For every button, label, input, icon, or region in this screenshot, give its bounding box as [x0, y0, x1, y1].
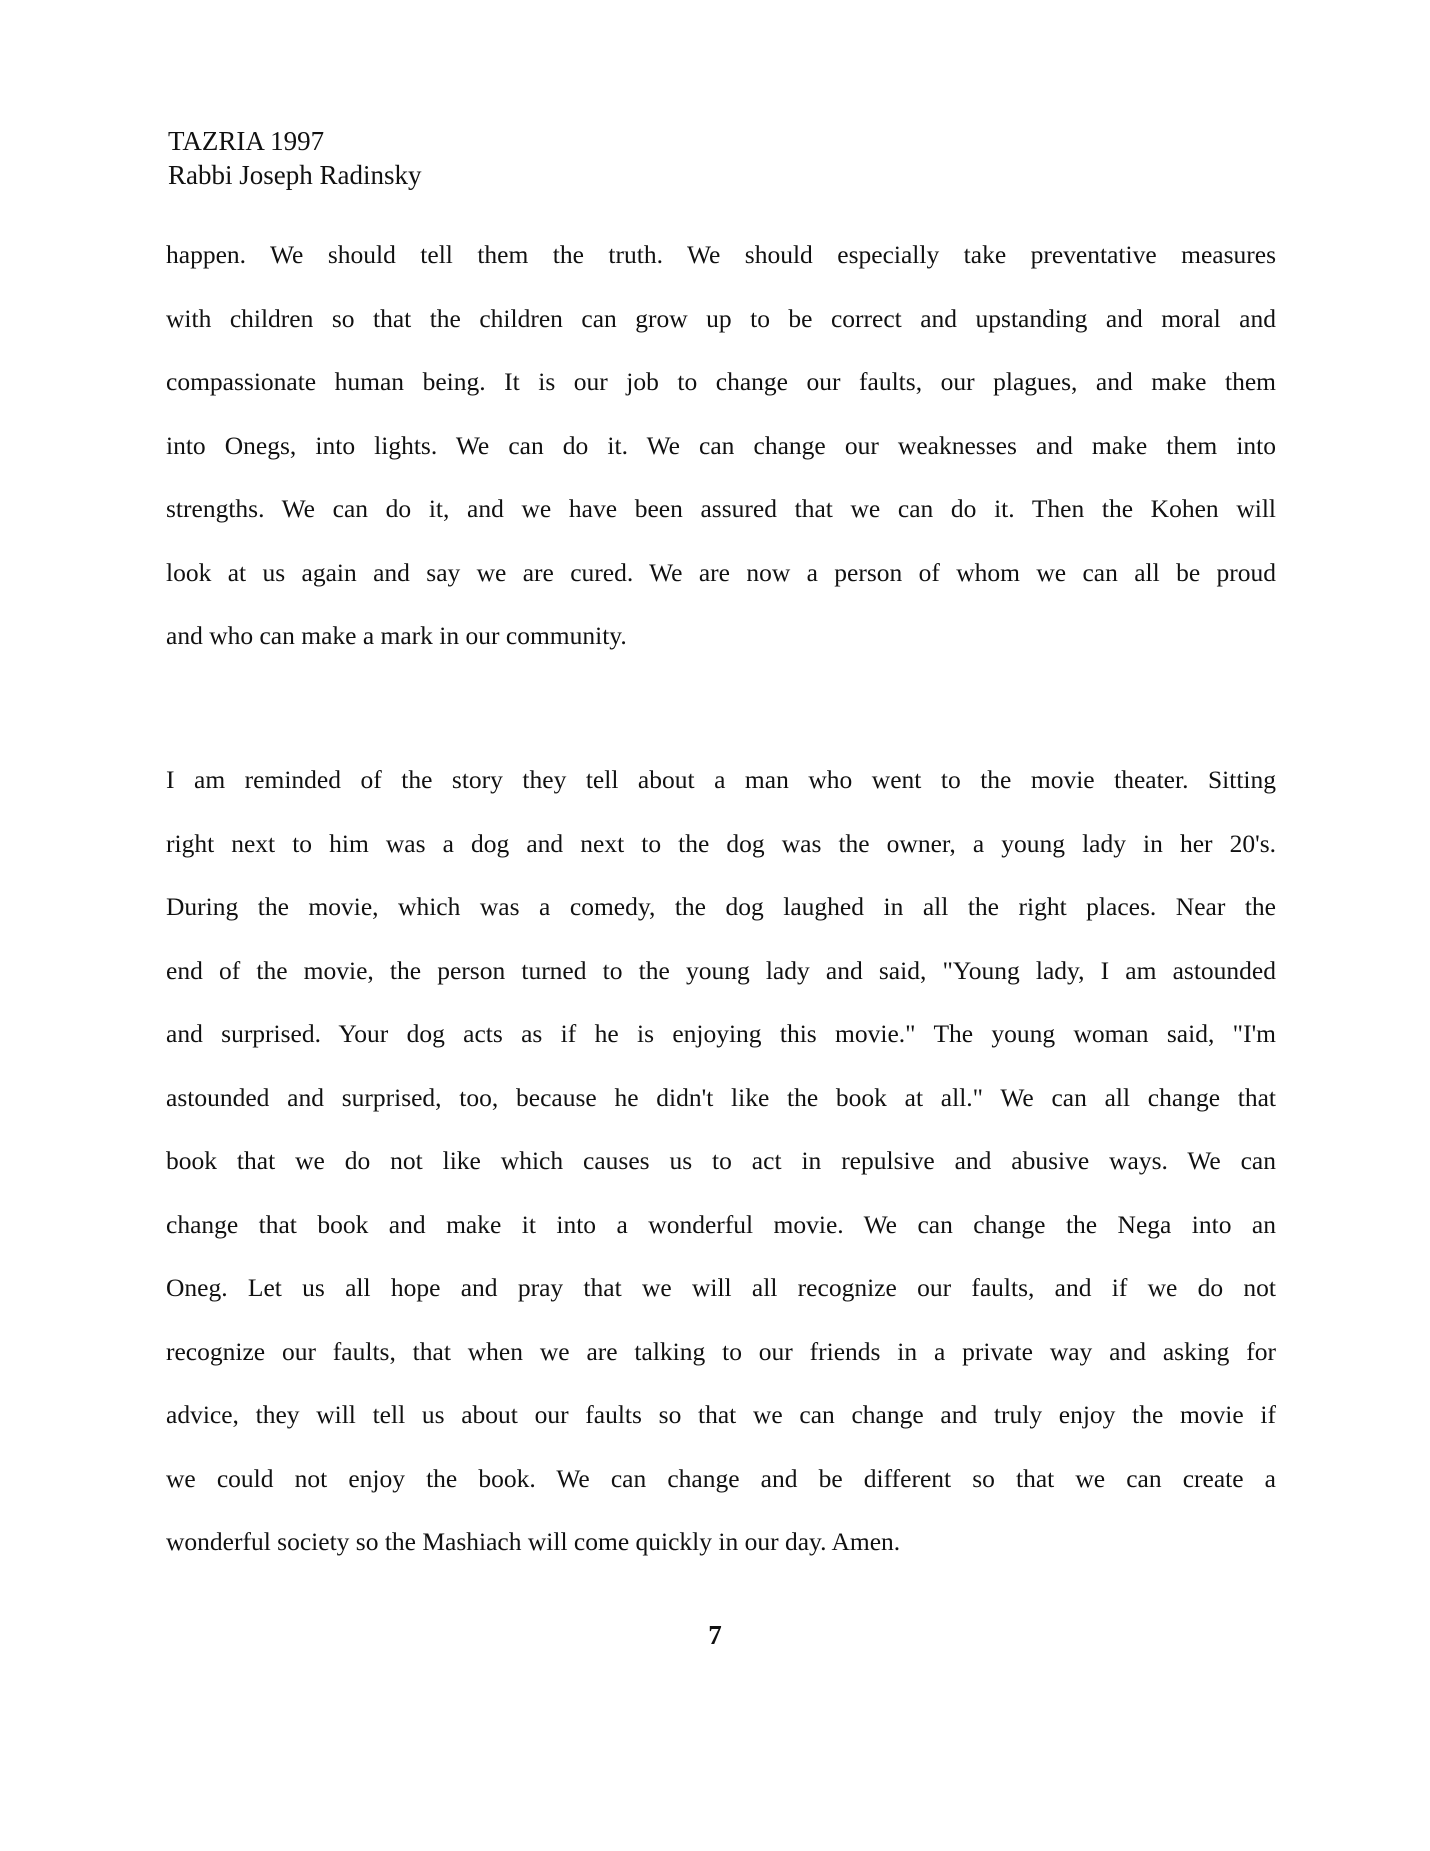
text-line: change that book and make it into a wonderful movie. We can change the Nega into an [166, 1209, 1276, 1239]
text-line: strengths. We can do it, and we have been assured that we can do it. Then the Kohen will [166, 494, 1276, 523]
text-line: with children so that the children can grow up to be correct and upstanding and moral and [166, 303, 1276, 333]
text-line: we could not enjoy the book. We can change and be different so that we can create a [166, 1463, 1276, 1493]
text-line: astounded and surprised, too, because he didn't like the book at all." We can all change that [166, 1082, 1276, 1112]
text-line: compassionate human being. It is our job to change our faults, our plagues, and make them [166, 367, 1276, 396]
text-line: right next to him was a dog and next to the dog was the owner, a young lady in her 20's. [166, 828, 1276, 858]
paragraph-2 [166, 748, 1276, 1574]
text-line: book that we do not like which causes us to act in repulsive and abusive ways. We can [166, 1146, 1276, 1175]
document-header [168, 124, 422, 192]
text-line: into Onegs, into lights. We can do it. We can change our weaknesses and make them into [166, 430, 1276, 460]
text-line: happen. We should tell them the truth. We should especially take preventative measures [166, 240, 1276, 269]
text-line: and who can make a mark in our community. [166, 621, 627, 650]
page-number: 7 [708, 1620, 722, 1650]
text-line: Oneg. Let us all hope and pray that we will all recognize our faults, and if we do not [166, 1273, 1276, 1302]
text-line: advice, they will tell us about our faults so that we can change and truly enjoy the movie if [166, 1400, 1276, 1429]
text-line: wonderful society so the Mashiach will come quickly in our day. Amen. [166, 1527, 901, 1556]
text-line: I am reminded of the story they tell about a man who went to the movie theater. Sitting [166, 765, 1276, 794]
paragraph-1 [166, 223, 1276, 668]
text-line: During the movie, which was a comedy, the dog laughed in all the right places. Near the [166, 892, 1276, 921]
text-line: recognize our faults, that when we are talking to our friends in a private way and asking for [166, 1336, 1276, 1366]
text-line: and surprised. Your dog acts as if he is enjoying this movie." The young woman said, "I'm [166, 1019, 1276, 1048]
document-title: TAZRIA 1997 [168, 126, 325, 156]
text-line: end of the movie, the person turned to the young lady and said, "Young lady, I am astounded [166, 955, 1276, 985]
text-line: look at us again and say we are cured. We are now a person of whom we can all be proud [166, 557, 1276, 587]
document-author: Rabbi Joseph Radinsky [168, 160, 422, 190]
